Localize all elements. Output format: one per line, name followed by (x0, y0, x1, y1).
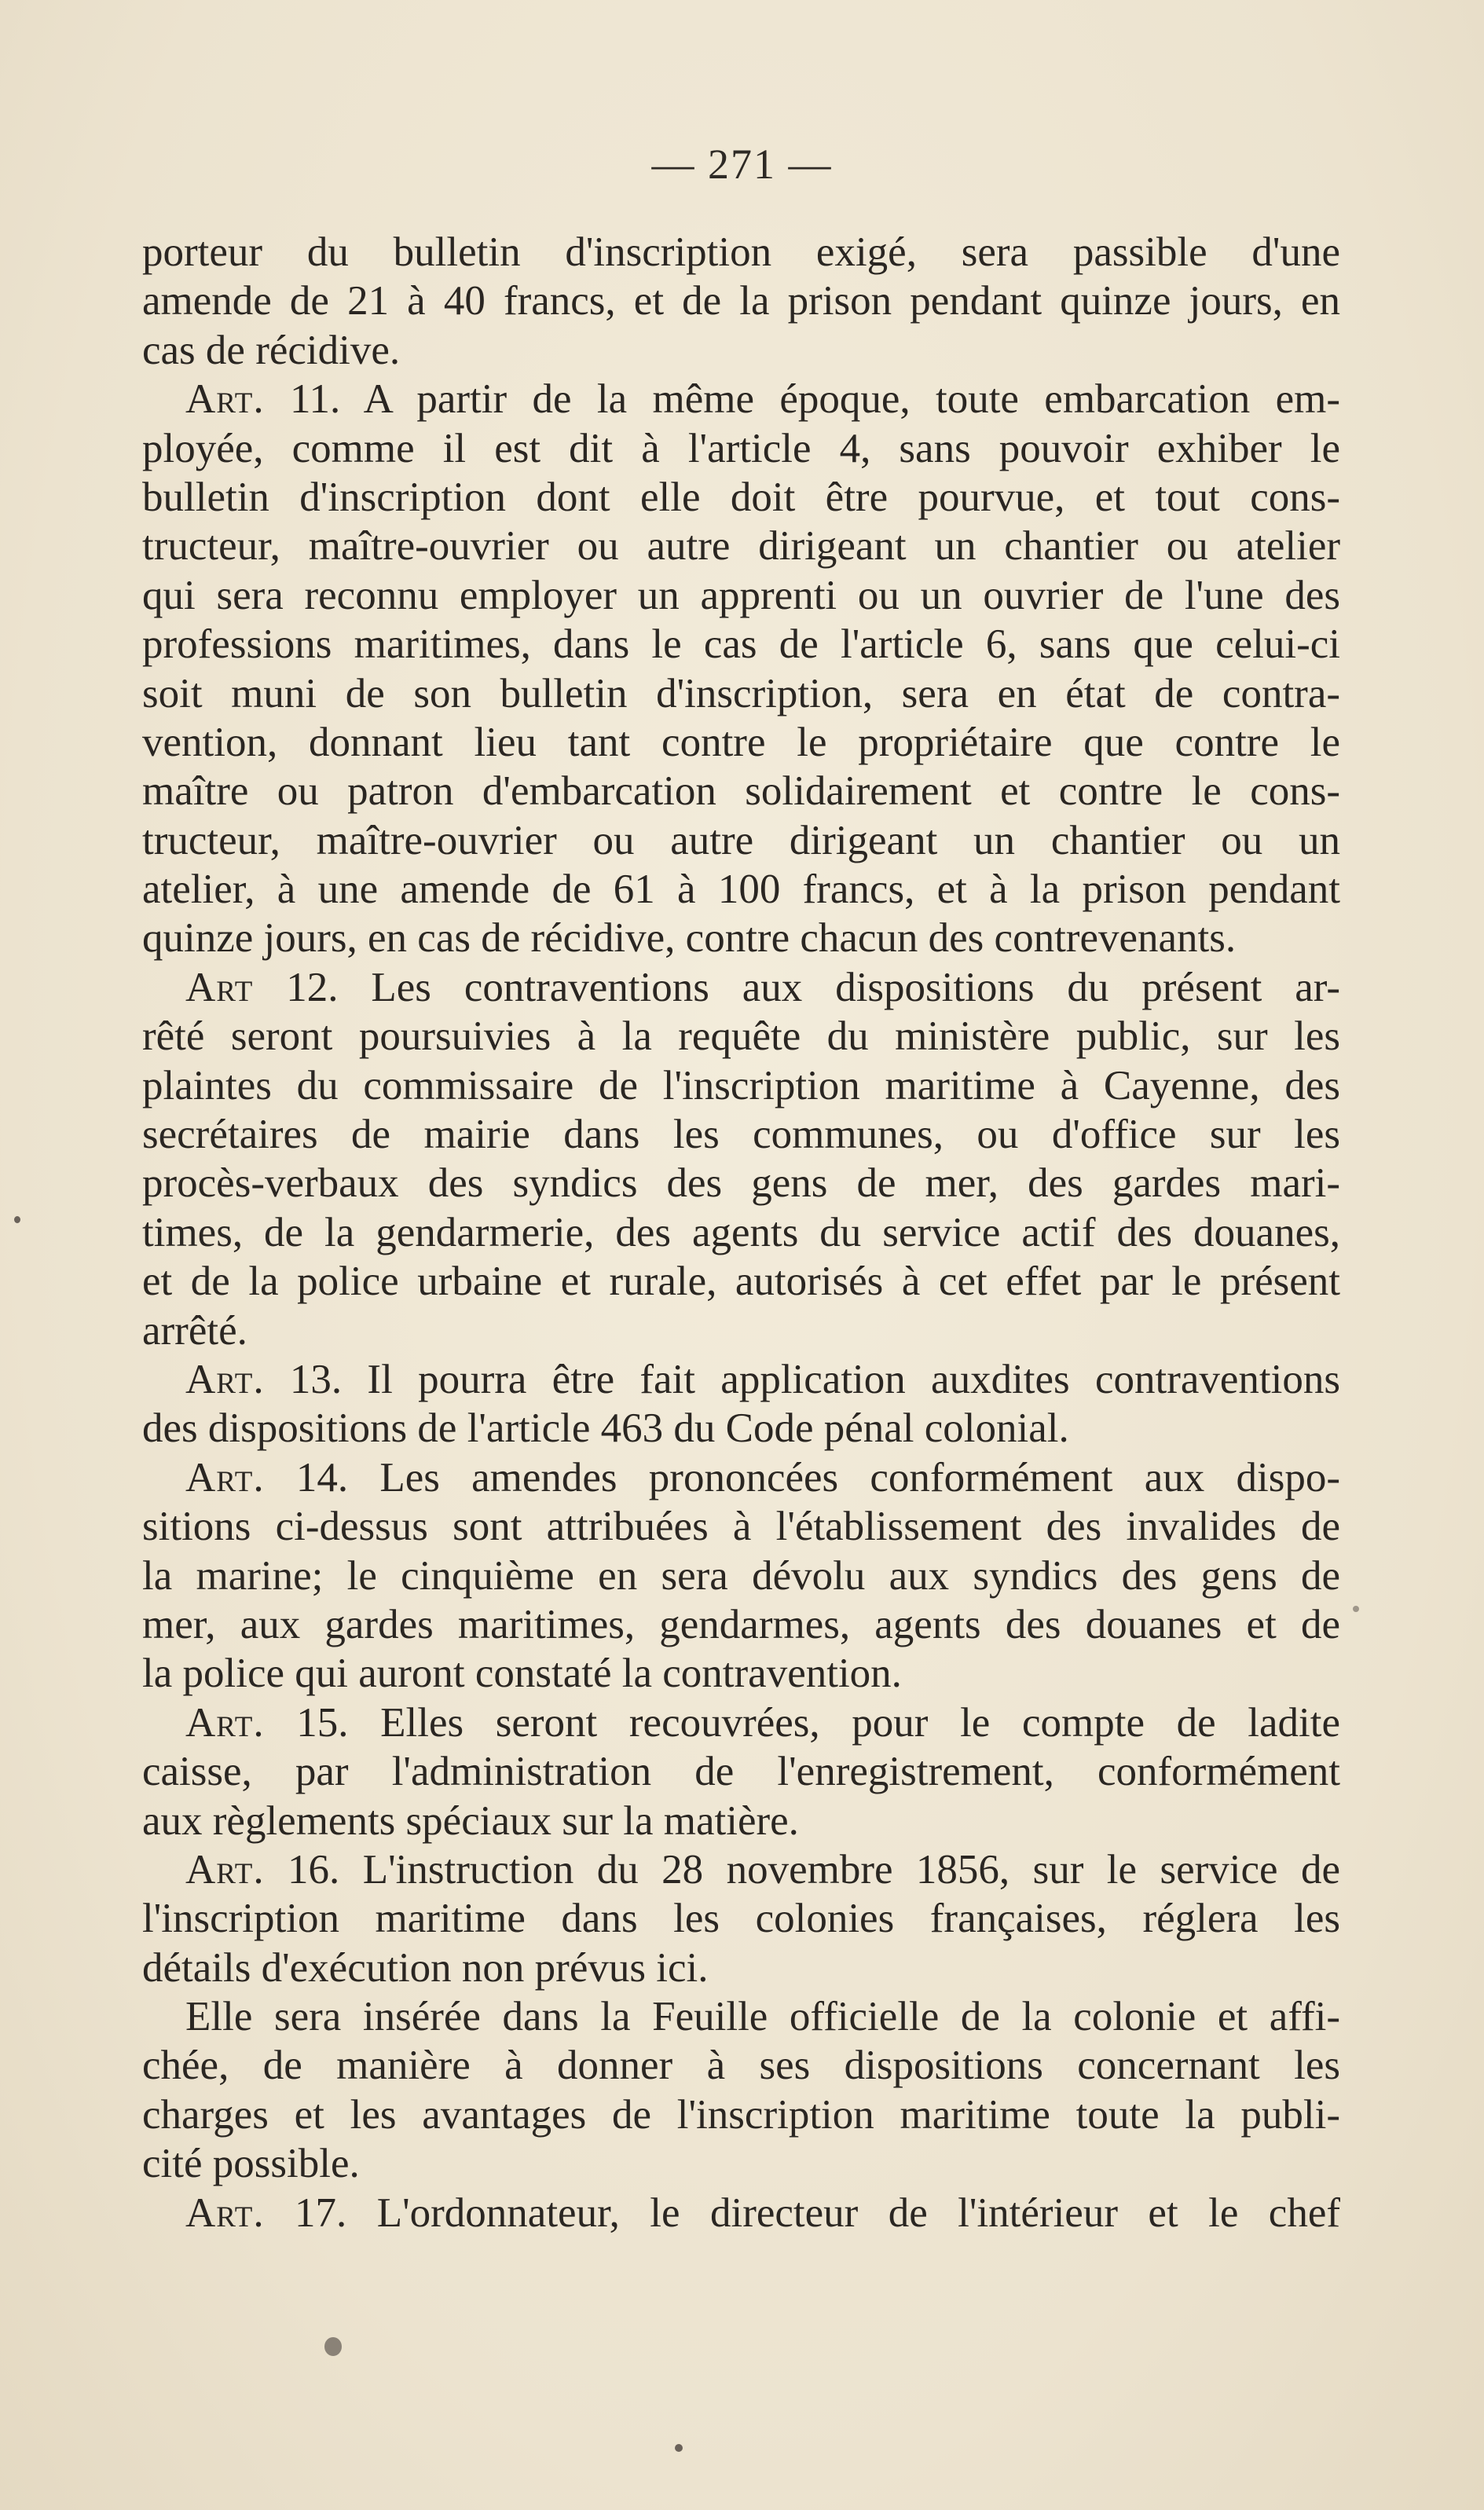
text-line (142, 1355, 1340, 1404)
line-text: times, de la gendarmerie, des agents du service actif des douanes, (142, 1209, 1340, 1255)
line-text: qui sera reconnu employer un apprenti ou un ouvrier de l'une des (142, 572, 1340, 618)
text-line (142, 2189, 1340, 2237)
article-label: Art. (185, 1699, 265, 1746)
ink-speck (14, 1216, 20, 1223)
text-line (142, 767, 1340, 815)
text-line (142, 1453, 1340, 1502)
line-text: 17. L'ordonnateur, le directeur de l'intérieur et le chef (264, 2189, 1340, 2236)
line-text: chée, de manière à donner à ses dispositions concernant les (142, 2043, 1340, 2089)
line-text: 15. Elles seront recouvrées, pour le compte de ladite (264, 1699, 1340, 1746)
line-text: 16. L'instruction du 28 novembre 1856, sur le service de (264, 1846, 1340, 1893)
line-text: 12. Les contraventions aux dispositions du présent ar- (253, 964, 1340, 1010)
line-text: 14. Les amendes prononcées conformément aux dispo- (264, 1454, 1340, 1501)
text-line (142, 816, 1340, 865)
line-text: Elle sera insérée dans la Feuille officielle de la colonie et affi- (185, 1994, 1340, 2040)
text-line (142, 2090, 1340, 2139)
text-line (142, 228, 1340, 277)
line-text: charges et les avantages de l'inscription maritime toute la publi- (142, 2091, 1340, 2138)
line-text: soit muni de son bulletin d'inscription, sera en état de contra- (142, 670, 1340, 716)
article-label: Art. (185, 1846, 265, 1893)
line-text: cité possible. (142, 2141, 360, 2187)
line-text: ployée, comme il est dit à l'article 4, sans pouvoir exhiber le (142, 425, 1340, 471)
line-text: procès-verbaux des syndics des gens de mer, des gardes mari- (142, 1160, 1340, 1207)
line-text: 11. A partir de la même époque, toute embarcation em- (264, 376, 1340, 423)
text-line (142, 2041, 1340, 2090)
text-line (142, 1894, 1340, 1943)
text-line (142, 1502, 1340, 1551)
text-line (142, 277, 1340, 325)
text-line (142, 473, 1340, 522)
text-line (142, 1797, 1340, 1845)
line-text: bulletin d'inscription dont elle doit être pourvue, et tout cons- (142, 474, 1340, 520)
article-label: Art. (185, 376, 265, 423)
text-line (142, 718, 1340, 767)
text-line (142, 914, 1340, 962)
line-text: porteur du bulletin d'inscription exigé, sera passible d'une (142, 229, 1340, 275)
text-line (142, 1845, 1340, 1894)
article-label: Art. (185, 2189, 265, 2236)
text-line (142, 669, 1340, 718)
line-text: professions maritimes, dans le cas de l'article 6, sans que celui-ci (142, 621, 1340, 668)
text-line (142, 1649, 1340, 1698)
line-text: atelier, à une amende de 61 à 100 francs, et à la prison pendant (142, 867, 1340, 913)
ink-speck (324, 2337, 342, 2356)
line-text: secrétaires de mairie dans les communes, ou d'office sur les (142, 1112, 1340, 1158)
article-label: Art (185, 964, 254, 1010)
text-line (142, 865, 1340, 914)
text-line (142, 1110, 1340, 1159)
text-line (142, 1404, 1340, 1453)
text-line (142, 571, 1340, 620)
line-text: des dispositions de l'article 463 du Code pénal colonial. (142, 1405, 1069, 1452)
text-line (142, 1600, 1340, 1649)
text-line (142, 1306, 1340, 1355)
text-line (142, 1061, 1340, 1110)
line-text: mer, aux gardes maritimes, gendarmes, agents des douanes et de (142, 1601, 1340, 1647)
text-line (142, 620, 1340, 669)
line-text: 13. Il pourra être fait application auxdites contraventions (264, 1356, 1340, 1402)
line-text: vention, donnant lieu tant contre le propriétaire que contre le (142, 719, 1340, 765)
line-text: aux règlements spéciaux sur la matière. (142, 1797, 799, 1844)
line-text: rêté seront poursuivies à la requête du ministère public, sur les (142, 1013, 1340, 1060)
line-text: amende de 21 à 40 francs, et de la prison pendant quinze jours, en (142, 278, 1340, 324)
text-line (142, 522, 1340, 570)
line-text: cas de récidive. (142, 327, 401, 373)
line-text: tructeur, maître-ouvrier ou autre dirigeant un chantier ou atelier (142, 523, 1340, 570)
article-label: Art. (185, 1356, 265, 1402)
text-line (142, 1944, 1340, 1992)
text-line (142, 326, 1340, 375)
line-text: la police qui auront constaté la contravention. (142, 1651, 902, 1697)
text-line (142, 375, 1340, 423)
line-text: maître ou patron d'embarcation solidairement et contre le cons- (142, 768, 1340, 815)
text-line (142, 1159, 1340, 1207)
text-line (142, 1257, 1340, 1306)
line-text: l'inscription maritime dans les colonies françaises, réglera les (142, 1896, 1340, 1942)
text-line (142, 1992, 1340, 2041)
line-text: arrêté. (142, 1307, 247, 1354)
text-line (142, 1208, 1340, 1257)
text-line (142, 2139, 1340, 2188)
text-line (142, 1012, 1340, 1061)
line-text: et de la police urbaine et rurale, autorisés à cet effet par le présent (142, 1259, 1340, 1305)
line-text: détails d'exécution non prévus ici. (142, 1944, 709, 1991)
line-text: quinze jours, en cas de récidive, contre chacun des contrevenants. (142, 915, 1237, 962)
ink-speck (675, 2444, 683, 2452)
line-text: plaintes du commissaire de l'inscription maritime à Cayenne, des (142, 1062, 1340, 1108)
article-label: Art. (185, 1454, 265, 1501)
text-line (142, 1747, 1340, 1796)
text-line (142, 424, 1340, 473)
text-line (142, 963, 1340, 1012)
line-text: la marine; le cinquième en sera dévolu aux syndics des gens de (142, 1552, 1340, 1599)
page-number: — 271 — (651, 141, 833, 188)
line-text: tructeur, maître-ouvrier ou autre dirigeant un chantier ou un (142, 817, 1340, 863)
text-line (142, 1552, 1340, 1600)
ink-speck (1353, 1606, 1359, 1612)
text-line (142, 1698, 1340, 1747)
line-text: sitions ci-dessus sont attribuées à l'établissement des invalides de (142, 1504, 1340, 1550)
body-text (142, 228, 1340, 2237)
line-text: caisse, par l'administration de l'enregistrement, conformément (142, 1749, 1340, 1795)
